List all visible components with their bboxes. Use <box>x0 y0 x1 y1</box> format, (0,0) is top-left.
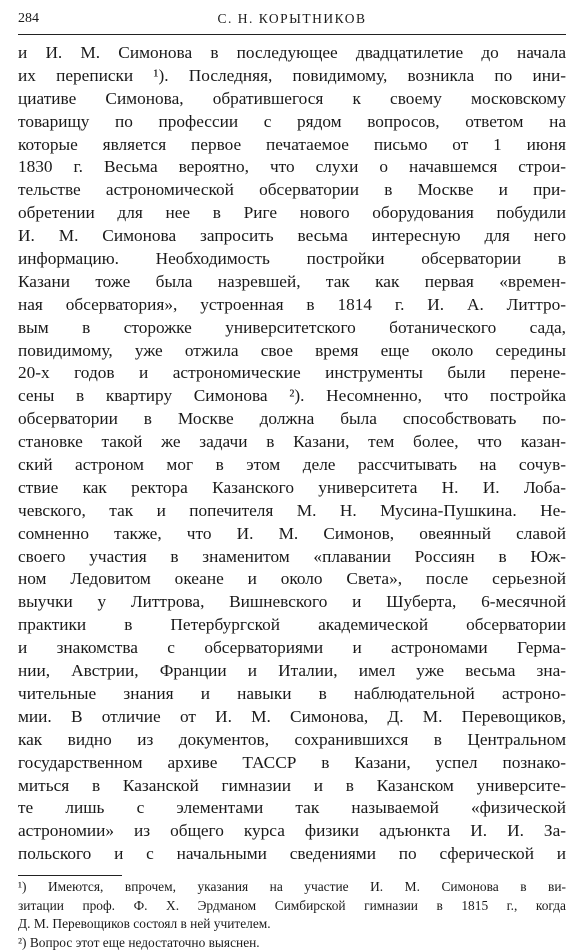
footnotes <box>18 878 566 952</box>
text-line: ном Ледовитом океане и около Света», после серьезной <box>18 569 566 589</box>
text-line: ная обсерватория», устроенная в 1814 г. И. А. Литтро- <box>18 294 566 314</box>
book-page <box>18 8 566 952</box>
text-line: польского и с начальными сведениями по сферической и <box>18 844 566 864</box>
text-line: и И. М. Симонова в последующее двадцатилетие до начала <box>18 43 566 62</box>
text-line: которые является первое печатаемое письмо от 1 июня <box>18 134 566 154</box>
text-line: как видно из документов, сохранившихся в Центральном <box>18 729 566 749</box>
text-line: сены в квартиру Симонова ²). Несомненно, что постройка <box>18 386 566 406</box>
text-line: государственном архиве ТАССР в Казани, успел познако- <box>18 752 566 772</box>
text-line: те лишь с элементами так называемой «физической <box>18 798 566 818</box>
text-line: циативе Симонова, обратившегося к своему московскому <box>18 88 566 108</box>
text-line: обретении для нее в Риге нового оборудования побудили <box>18 203 566 223</box>
text-line: сомненно также, что И. М. Симонов, овеянный славой <box>18 523 566 543</box>
running-head: С. Н. КОРЫТНИКОВ <box>217 11 367 26</box>
text-line: 20-х годов и астрономические инструменты были перене- <box>18 363 566 383</box>
text-line: своего участия в знаменитом «плавании Россиян в Юж- <box>18 546 566 566</box>
text-line: миться в Казанской гимназии и в Казанском университе- <box>18 775 566 795</box>
footnote-line: ¹) Имеются, впрочем, указания на участие И. М. Симонова в ви- <box>18 879 566 895</box>
text-line: Казани тоже была назревшей, так как первая «времен- <box>18 271 566 291</box>
text-line: мии. В отличие от И. М. Симонова, Д. М. Перевощиков, <box>18 706 566 726</box>
footnote-line: ²) Вопрос этот еще недостаточно выяснен. <box>18 934 260 950</box>
text-line: тельстве астрономической обсерватории в Москве и при- <box>18 180 566 200</box>
text-line: 1830 г. Весьма вероятно, что слухи о начавшемся строи- <box>18 157 566 177</box>
text-line: информацию. Необходимость постройки обсерватории в <box>18 249 566 269</box>
main-text <box>18 42 566 866</box>
text-line: нии, Австрии, Франции и Италии, имел уже весьма зна- <box>18 661 566 681</box>
text-line: и знакомства с обсерваториями и астрономами Герма- <box>18 638 566 658</box>
text-line: И. М. Симонова запросить весьма интересную для него <box>18 226 566 246</box>
page-number: 284 <box>18 11 39 26</box>
text-line: их переписки ¹). Последняя, повидимому, возникла по ини- <box>18 65 566 85</box>
text-line: вым в сторожке университетского ботанического сада, <box>18 317 566 337</box>
text-line: выучки у Литтрова, Вишневского и Шуберта, 6-месячной <box>18 592 566 612</box>
text-line: становке такой же задачи в Казани, тем более, что казан- <box>18 432 566 452</box>
text-line: обсерватории в Москве должна была способствовать по- <box>18 409 566 429</box>
text-line: астрономии» из общего курса физики адъюнкта И. И. За- <box>18 821 566 841</box>
page-header <box>18 8 566 35</box>
footnote-line: зитации проф. Ф. Х. Эрдманом Симбирской гимназии в 1815 г., когда <box>18 897 566 913</box>
footnote-divider <box>18 875 122 876</box>
text-line: чительные знания и навыки в наблюдательной астроно- <box>18 683 566 703</box>
text-line: практики в Петербургской академической обсерватории <box>18 615 566 635</box>
text-line: чевского, так и попечителя М. Н. Мусина-Пушкина. Не- <box>18 500 566 520</box>
text-line: повидимому, уже отжила свое время еще около середины <box>18 340 566 360</box>
footnote-line: Д. М. Перевощиков состоял в ней учителем. <box>18 916 271 932</box>
text-line: ствие как ректора Казанского университета Н. И. Лоба- <box>18 477 566 497</box>
text-line: товарищу по профессии с рядом вопросов, ответом на <box>18 111 566 131</box>
text-line: ский астроном мог в этом деле рассчитывать на сочув- <box>18 455 566 475</box>
